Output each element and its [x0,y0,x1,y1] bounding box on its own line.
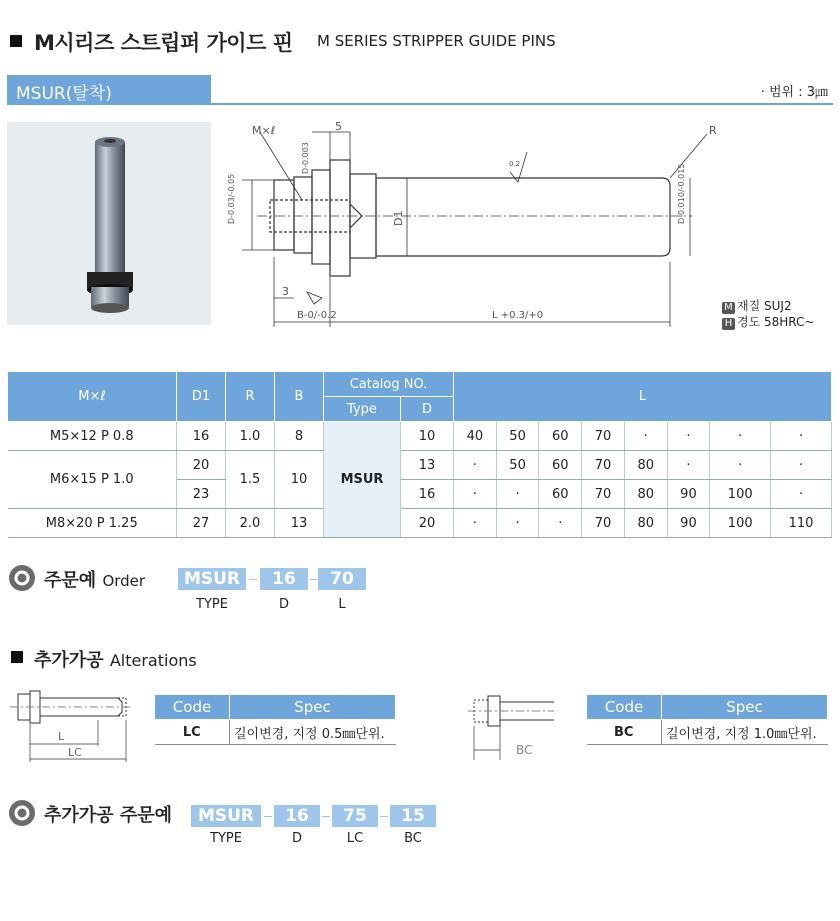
cell-r: 2.0 [226,509,275,538]
table-row [8,509,832,538]
cell-l: · [710,451,771,480]
alt-order-label: 추가가공 주문예 [44,805,172,826]
alteration-diagram-bc [466,690,556,765]
cell-d: 20 [401,509,454,538]
cell-l: · [667,422,710,451]
product-photo [7,122,211,325]
order-label-en: Order [102,572,146,590]
alt-order-box-type: MSUR [191,805,261,827]
cell-r: 1.0 [226,422,275,451]
label-d-tol-top: D-0.003 [301,142,310,174]
label-surface: 0.2 [509,160,521,168]
material-badge: M [722,302,735,314]
th-d: D [401,397,454,422]
label-three: 3 [282,285,289,298]
cell-l: 80 [624,509,667,538]
cell-d1: 23 [177,480,226,509]
cell-ml: M6×15 P 1.0 [8,451,177,509]
cell-l: 50 [496,451,539,480]
cell-d: 10 [401,422,454,451]
table-row [587,720,828,745]
cell-d1: 27 [177,509,226,538]
label-five: 5 [335,120,342,133]
technical-drawing [222,112,717,337]
cell-l: · [667,451,710,480]
diagram-label-lc: LC [68,746,82,759]
alt-order-dash [264,816,272,817]
alt-code-bc: BC [587,720,662,745]
th-l: L [454,372,832,422]
order-label-ko: 주문예 [44,570,97,591]
cell-l: · [454,451,497,480]
cell-l: 70 [582,480,625,509]
cell-l: 90 [667,480,710,509]
cell-l: · [496,509,539,538]
alterations-title-ko: 추가가공 [34,650,104,671]
cell-l: 80 [624,480,667,509]
hardness-note [722,313,814,330]
cell-l: 90 [667,509,710,538]
alt-order-box-lc: 75 [332,805,378,827]
th-ml: M×ℓ [8,372,177,422]
th-d1: D1 [177,372,226,422]
label-d-right: D-0.010/-0.015 [677,163,686,224]
alt-code-lc: LC [155,720,230,745]
alteration-diagram-lc [10,686,135,766]
cell-l: 60 [539,451,582,480]
alt-spec-lc: 길이변경, 지정 0.5㎜단위. [230,720,396,745]
cell-l: · [771,451,832,480]
guide-pin-image [7,122,211,325]
th-b: B [275,372,324,422]
alteration-table-bc [586,694,828,745]
table-row [8,451,832,480]
order-box-d: 16 [260,568,308,590]
cell-type: MSUR [324,422,401,538]
cell-d: 16 [401,480,454,509]
cell-l: · [710,422,771,451]
order-label [44,566,145,592]
alteration-table-lc [154,694,396,745]
cell-ml: M8×20 P 1.25 [8,509,177,538]
material-note [722,297,792,314]
th-type: Type [324,397,401,422]
alt-order-box-d: 16 [274,805,320,827]
alt-order-gear-icon [8,799,36,827]
order-sub-type: TYPE [196,597,228,612]
cell-l: · [771,422,832,451]
order-dash [249,579,257,580]
alterations-title-en: Alterations [109,651,197,670]
diagram-label-l: L [58,730,65,743]
section-title: MSUR(탈착) [16,84,112,104]
alt-th-spec: Spec [230,695,396,720]
cell-l: 70 [582,422,625,451]
alt-th-code: Code [587,695,662,720]
cell-l: · [624,422,667,451]
cell-l: · [539,509,582,538]
alt-order-dash [322,816,330,817]
alt-order-sub-d: D [291,831,302,846]
cell-r: 1.5 [226,451,275,509]
cell-l: 60 [539,480,582,509]
label-ml: M×ℓ [252,124,276,137]
cell-b: 8 [275,422,324,451]
alt-order-sub-bc: BC [404,831,422,846]
cell-d: 13 [401,451,454,480]
label-b: B-0/-0.2 [297,310,337,321]
cell-l: · [454,509,497,538]
alt-th-code: Code [155,695,230,720]
cell-l: 80 [624,451,667,480]
cell-b: 13 [275,509,324,538]
th-catalog: Catalog NO. [324,372,454,397]
alt-order-sub-type: TYPE [210,831,242,846]
alterations-title [34,646,197,672]
cell-l: 100 [710,480,771,509]
cell-l: 70 [582,509,625,538]
cell-d1: 20 [177,451,226,480]
cell-l: · [771,480,832,509]
label-r: R [709,124,717,137]
th-r: R [226,372,275,422]
cell-b: 10 [275,451,324,509]
material-text: 재질 SUJ2 [737,299,792,313]
page-title: M시리즈 스트립퍼 가이드 핀 [34,31,293,55]
label-d1: D1 [392,210,405,226]
order-box-l: 70 [318,568,366,590]
order-sub-l: L [338,597,346,612]
order-sub-d: D [278,597,289,612]
cell-l: 40 [454,422,497,451]
cell-ml: M5×12 P 0.8 [8,422,177,451]
cell-l: 60 [539,422,582,451]
cell-l: · [496,480,539,509]
cell-l: 100 [710,509,771,538]
table-row [8,422,832,451]
alt-order-sub-lc: LC [346,831,364,846]
label-l: L +0.3/+0 [492,310,544,321]
alt-th-spec: Spec [662,695,828,720]
spec-table [7,371,832,538]
alt-order-dash [380,816,388,817]
label-d-left: D-0.03/-0.05 [227,173,236,224]
cell-l: 110 [771,509,832,538]
range-note: · 범위 : 3㎛ [760,85,828,100]
hardness-badge: H [722,318,735,330]
table-row [155,720,396,745]
order-gear-icon [8,564,36,592]
alt-order-box-bc: 15 [390,805,436,827]
order-dash [310,579,318,580]
cell-d1: 16 [177,422,226,451]
hardness-text: 경도 58HRC~ [737,315,815,329]
title-bullet [10,35,22,47]
alt-spec-bc: 길이변경, 지정 1.0㎜단위. [662,720,828,745]
cell-l: 50 [496,422,539,451]
alterations-bullet [11,651,23,663]
diagram-label-bc: BC [516,743,533,757]
cell-l: · [454,480,497,509]
cell-l: 70 [582,451,625,480]
section-divider [211,103,833,105]
order-box-type: MSUR [178,568,246,590]
page-title-en: M SERIES STRIPPER GUIDE PINS [317,32,556,50]
